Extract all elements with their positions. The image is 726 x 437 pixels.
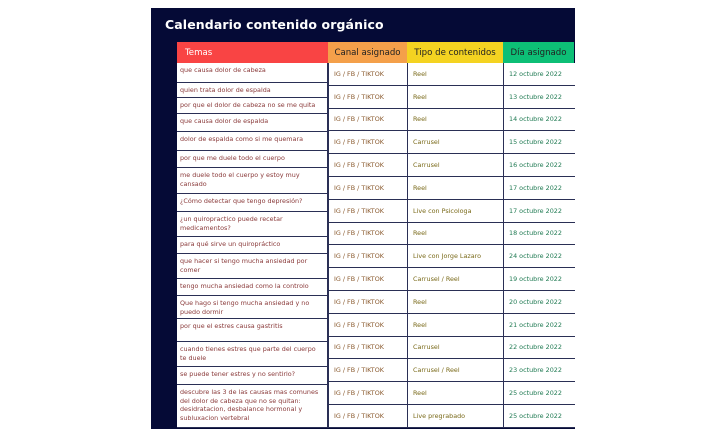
canal-cell: IG / FB / TIKTOK bbox=[328, 177, 407, 200]
tema-cell: que causa dolor de espalda bbox=[177, 114, 328, 132]
canal-cell: IG / FB / TIKTOK bbox=[328, 405, 407, 428]
dia-cell: 15 octubre 2022 bbox=[503, 131, 575, 154]
dia-cell: 20 octubre 2022 bbox=[503, 291, 575, 314]
tema-cell: se puede tener estres y no sentirlo? bbox=[177, 367, 328, 385]
tipo-cell: Carrusel / Reel bbox=[407, 359, 503, 382]
tema-cell: tengo mucha ansiedad como la controlo bbox=[177, 279, 328, 296]
tipo-cell: Reel bbox=[407, 177, 503, 200]
dia-cell: 24 octubre 2022 bbox=[503, 245, 575, 268]
sheet-title: Calendario contenido orgánico bbox=[165, 17, 384, 32]
canal-cell: IG / FB / TIKTOK bbox=[328, 268, 407, 291]
tema-cell: ¿Cómo detectar que tengo depresión? bbox=[177, 194, 328, 212]
dia-cell: 18 octubre 2022 bbox=[503, 223, 575, 246]
header-tipo: Tipo de contenidos bbox=[407, 42, 503, 63]
canal-cell: IG / FB / TIKTOK bbox=[328, 109, 407, 132]
canal-cell: IG / FB / TIKTOK bbox=[328, 223, 407, 246]
canal-cell: IG / FB / TIKTOK bbox=[328, 359, 407, 382]
canal-cell: IG / FB / TIKTOK bbox=[328, 200, 407, 223]
header-canal: Canal asignado bbox=[328, 42, 407, 63]
dia-cell: 17 octubre 2022 bbox=[503, 200, 575, 223]
tipo-cell: Carrusel / Reel bbox=[407, 268, 503, 291]
tema-cell: ¿un quiropractico puede recetar medicamentos? bbox=[177, 212, 328, 237]
canal-cell: IG / FB / TIKTOK bbox=[328, 131, 407, 154]
tema-cell: me duele todo el cuerpo y estoy muy cansado bbox=[177, 168, 328, 194]
tema-cell: por que el dolor de cabeza no se me quita bbox=[177, 98, 328, 114]
tema-cell: por que el estres causa gastritis bbox=[177, 319, 328, 342]
tipo-cell: Reel bbox=[407, 63, 503, 86]
tipo-cell: Reel bbox=[407, 86, 503, 109]
dia-cell: 17 octubre 2022 bbox=[503, 177, 575, 200]
tipo-cell: Carrusel bbox=[407, 337, 503, 360]
dia-cell: 14 octubre 2022 bbox=[503, 109, 575, 132]
canal-cell: IG / FB / TIKTOK bbox=[328, 337, 407, 360]
header-dia: Día asignado bbox=[503, 42, 574, 63]
dia-cell: 16 octubre 2022 bbox=[503, 154, 575, 177]
tipo-cell: Reel bbox=[407, 223, 503, 246]
tema-cell: descubre las 3 de las causas mas comunes del dolor de cabeza que no se quitan: desidratacion, desbalance hormonal y subluxacion vertebral bbox=[177, 385, 328, 428]
canal-cell: IG / FB / TIKTOK bbox=[328, 314, 407, 337]
content-calendar-sheet bbox=[151, 8, 575, 429]
tipo-cell: Live con Jorge Lazaro bbox=[407, 245, 503, 268]
dia-cell: 22 octubre 2022 bbox=[503, 337, 575, 360]
canal-cell: IG / FB / TIKTOK bbox=[328, 86, 407, 109]
canal-cell: IG / FB / TIKTOK bbox=[328, 154, 407, 177]
tema-cell: para qué sirve un quiropráctico bbox=[177, 237, 328, 254]
dia-cell: 23 octubre 2022 bbox=[503, 359, 575, 382]
tema-cell: por que me duele todo el cuerpo bbox=[177, 151, 328, 168]
tipo-cell: Live con Psicologa bbox=[407, 200, 503, 223]
dia-cell: 25 octubre 2022 bbox=[503, 382, 575, 405]
tema-cell: quien trata dolor de espalda bbox=[177, 83, 328, 98]
tipo-cell: Reel bbox=[407, 291, 503, 314]
dia-cell: 21 octubre 2022 bbox=[503, 314, 575, 337]
tema-cell: Que hago si tengo mucha ansiedad y no puedo dormir bbox=[177, 296, 328, 319]
tema-cell: que causa dolor de cabeza bbox=[177, 63, 328, 83]
tema-cell: que hacer si tengo mucha ansiedad por comer bbox=[177, 254, 328, 279]
tipo-cell: Live pregrabado bbox=[407, 405, 503, 428]
canal-cell: IG / FB / TIKTOK bbox=[328, 63, 407, 86]
canal-cell: IG / FB / TIKTOK bbox=[328, 291, 407, 314]
canal-cell: IG / FB / TIKTOK bbox=[328, 245, 407, 268]
dia-cell: 19 octubre 2022 bbox=[503, 268, 575, 291]
tipo-cell: Reel bbox=[407, 314, 503, 337]
tipo-cell: Reel bbox=[407, 109, 503, 132]
tema-cell: cuando tienes estres que parte del cuerpo te duele bbox=[177, 342, 328, 367]
tipo-cell: Carrusel bbox=[407, 131, 503, 154]
dia-cell: 13 octubre 2022 bbox=[503, 86, 575, 109]
dia-cell: 25 octubre 2022 bbox=[503, 405, 575, 428]
tema-cell: dolor de espalda como si me quemara bbox=[177, 132, 328, 151]
tipo-cell: Carrusel bbox=[407, 154, 503, 177]
canal-cell: IG / FB / TIKTOK bbox=[328, 382, 407, 405]
header-temas: Temas bbox=[177, 42, 328, 63]
dia-cell: 12 octubre 2022 bbox=[503, 63, 575, 86]
tipo-cell: Reel bbox=[407, 382, 503, 405]
